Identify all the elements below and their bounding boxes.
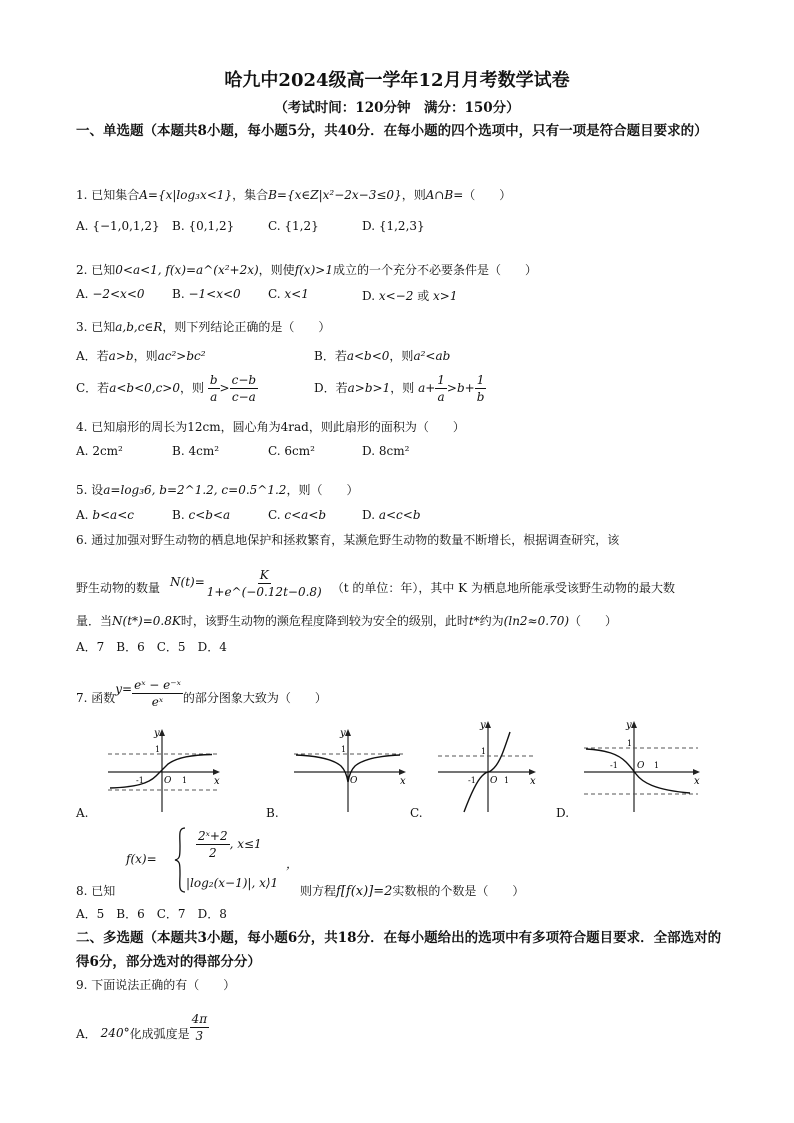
q2-option-c	[268, 287, 309, 301]
option-value: 2cm²	[92, 444, 123, 458]
x-label: x	[214, 776, 220, 787]
denominator: 2	[208, 846, 217, 860]
denominator: 3	[195, 1029, 204, 1043]
q6-text-e: 约为	[479, 614, 504, 628]
q2-option-a	[76, 287, 145, 301]
option-label: A.	[76, 219, 89, 233]
option-value: c<a<b	[284, 508, 327, 522]
curve	[110, 755, 212, 789]
q6-options: A．7 B．6 C．5 D．4	[76, 640, 227, 654]
q7-fraction	[132, 677, 183, 710]
denominator: eˣ	[151, 695, 164, 709]
denominator: 1+e^(−0.12t−0.8)	[206, 585, 322, 599]
option-value: −1<x<0	[188, 287, 241, 301]
question-2	[76, 261, 537, 278]
denominator: a	[210, 390, 218, 404]
q3-c-fraction-2	[230, 372, 258, 405]
q3-stem-a: 3. 已知	[76, 320, 116, 334]
x-label: x	[400, 776, 406, 787]
q8-case-1	[196, 828, 262, 861]
option-value: x<1	[284, 287, 309, 301]
tick-1-x: 1	[182, 776, 188, 785]
denominator: c−a	[231, 390, 256, 404]
q8-options: A．5 B．6 C．7 D．8	[76, 907, 227, 921]
option-label: C.	[268, 508, 281, 522]
page-subtitle: （考试时间：120分钟 满分：150分）	[274, 100, 520, 116]
q3-option-c	[76, 372, 258, 405]
y-label: y	[154, 728, 160, 739]
option-label: D.	[362, 508, 376, 522]
q3-d-a: a+	[418, 381, 436, 395]
numerator: 4π	[191, 1012, 208, 1026]
q3-d-gt-b: >b+	[446, 381, 475, 395]
option-label: B.	[172, 219, 185, 233]
y-arrow	[485, 721, 491, 728]
q2-condition: 0<a<1, f(x)=a^(x²+2x)	[115, 263, 259, 277]
option-value: 8cm²	[378, 444, 410, 458]
q8-case1-cond: , x≤1	[229, 837, 262, 851]
q9-a-degree: 240°	[100, 1026, 130, 1040]
q5-stem-a: 5. 设	[76, 483, 104, 497]
q6-text-c: 量．当	[76, 614, 113, 628]
q6-text-a: 野生动物的数量	[76, 581, 161, 595]
y-arrow	[159, 729, 165, 736]
option-label: C．若	[76, 381, 110, 395]
q2-stem-a: 2. 已知	[76, 263, 116, 277]
question-7	[76, 668, 327, 710]
q1-option-d	[362, 219, 425, 233]
option-value: {1,2,3}	[378, 219, 425, 233]
tick-1: 1	[627, 739, 633, 748]
q3-stem-b: ，则下列结论正确的是（ ）	[162, 320, 331, 334]
q3-vars: a,b,c∈R	[115, 320, 163, 334]
question-6-line-1: 6. 通过加强对野生动物的栖息地保护和拯救繁育，某濒危野生动物的数量不断增长，根据调查研究，该	[76, 533, 620, 547]
q1-paren: （ ）	[463, 188, 512, 202]
q3-option-b	[314, 347, 450, 364]
option-value: 4cm²	[188, 444, 220, 458]
option-label: D.	[362, 219, 376, 233]
option-label: A.	[76, 508, 89, 522]
option-label: C.	[268, 287, 281, 301]
question-9: 9. 下面说法正确的有（ ）	[76, 978, 236, 992]
graph-b-label: B.	[266, 806, 279, 820]
graph-a	[100, 726, 226, 816]
option-label: B.	[172, 444, 185, 458]
tick-1: 1	[341, 745, 347, 754]
numerator: b	[209, 373, 218, 387]
q1-option-a	[76, 219, 160, 233]
question-8: 8. 已知	[76, 884, 116, 898]
option-label: B.	[172, 287, 185, 301]
q8-case-2: |log₂(x−1)|, x⟩1	[186, 876, 279, 890]
q4-option-b	[172, 444, 219, 458]
x-arrow	[213, 769, 220, 775]
option-label: B．若	[314, 349, 347, 363]
option-or: 或	[417, 289, 430, 303]
y-label: y	[340, 728, 346, 739]
denominator: a	[437, 390, 445, 404]
origin-label: O	[164, 776, 172, 786]
tick-neg-1: -1	[468, 776, 476, 785]
q3-c-gt: >	[219, 381, 230, 395]
q2-option-b	[172, 287, 241, 301]
q3-option-d	[314, 372, 486, 405]
numerator: 1	[476, 373, 485, 387]
origin-label: O	[637, 761, 645, 771]
graph-a-label: A.	[76, 806, 89, 820]
q9-a-text: 化成弧度是	[129, 1027, 190, 1041]
x-label: x	[694, 776, 700, 787]
q4-option-d	[362, 444, 409, 458]
option-label: D.	[362, 289, 376, 303]
q2-inequality: f(x)>1	[294, 263, 333, 277]
q3-d-fraction-2	[475, 372, 487, 405]
q2-option-d	[362, 287, 458, 304]
q2-stem-b: ，则使	[258, 263, 295, 277]
option-value: −2<x<0	[92, 287, 145, 301]
page-title: 哈九中2024级高一学年12月月考数学试卷	[224, 70, 570, 91]
q1-expr: A∩B=	[425, 188, 464, 202]
graph-d-label: D.	[556, 806, 570, 820]
curve	[586, 749, 690, 793]
option-value: {−1,0,1,2}	[92, 219, 160, 233]
option-label: A.	[76, 287, 89, 301]
q5-option-c	[268, 508, 326, 522]
q5-stem-b: ，则（ ）	[286, 483, 359, 497]
q3-a-mid: ，则	[133, 349, 158, 363]
q5-option-d	[362, 508, 421, 522]
q4-option-c	[268, 444, 315, 458]
question-1	[76, 186, 511, 203]
graph-d	[580, 716, 706, 816]
graph-c	[434, 716, 542, 816]
q8-fx: f(x)=	[126, 852, 157, 866]
q5-option-b	[172, 508, 230, 522]
q6-tstar: t*	[468, 614, 480, 628]
option-value: a<c<b	[378, 508, 421, 522]
tick-1-x: 1	[654, 761, 660, 770]
q8-comma: ，	[286, 857, 299, 871]
q6-paren: （ ）	[569, 614, 618, 628]
q1-option-b	[172, 219, 234, 233]
x-arrow	[399, 769, 406, 775]
x-arrow	[529, 769, 536, 775]
q3-b-mid: ，则	[389, 349, 414, 363]
option-label: B.	[172, 508, 185, 522]
q4-option-a	[76, 444, 123, 458]
q3-d-cond: a>b>1	[347, 381, 391, 395]
q9-option-a	[76, 998, 209, 1044]
option-label: C.	[268, 444, 281, 458]
tick-1-x: 1	[504, 776, 510, 785]
origin-label: O	[350, 776, 358, 786]
option-value: 6cm²	[284, 444, 315, 458]
question-4: 4. 已知扇形的周长为12cm，圆心角为4rad，则此扇形的面积为（ ）	[76, 420, 465, 434]
y-arrow	[631, 721, 637, 728]
option-label: D.	[362, 444, 376, 458]
question-5	[76, 481, 358, 498]
q1-stem-c: ，则	[401, 188, 426, 202]
q1-set-b: B={x∈Z|x²−2x−3≤0}	[268, 188, 402, 202]
x-label: x	[530, 776, 536, 787]
option-label: D．若	[314, 381, 348, 395]
q6-fraction	[205, 567, 324, 600]
question-6-line-3	[76, 612, 617, 629]
q9-a-fraction	[190, 1011, 210, 1044]
graph-b	[286, 726, 412, 816]
q1-option-c	[268, 219, 319, 233]
numerator: c−b	[231, 373, 257, 387]
q1-stem-a: 1. 已知集合	[76, 188, 140, 202]
q6-ln2: (ln2≈0.70)	[503, 614, 570, 628]
q1-set-a: A={x|log₃x<1}	[139, 188, 233, 202]
x-arrow	[693, 769, 700, 775]
q6-text-d: 时，该野生动物的濒危程度降到较为安全的级别，此时	[180, 614, 469, 628]
y-label: y	[480, 720, 486, 731]
option-value: c<b<a	[188, 508, 231, 522]
tick-neg-1: -1	[136, 776, 144, 785]
q3-c-mid: ，则	[180, 381, 205, 395]
section-2-heading: 二、多选题（本题共3小题，每小题6分，共18分．在每小题给出的选项中有多项符合题目要求．全部选对的得6分，部分选对的得部分分）	[76, 930, 722, 970]
option-value: {0,1,2}	[188, 219, 235, 233]
q6-text-b: （t 的单位：年），其中 K 为栖息地所能承受该野生动物的最大数	[331, 581, 675, 595]
numerator: eˣ − e⁻ˣ	[134, 678, 181, 692]
q8-equation: f[f(x)]=2	[336, 884, 393, 899]
option-label: A.	[76, 444, 89, 458]
option-value: {1,2}	[284, 219, 319, 233]
q5-expr: a=log₃6, b=2^1.2, c=0.5^1.2	[103, 483, 287, 497]
option-label: A．	[76, 1027, 97, 1041]
question-6-line-2	[76, 560, 675, 600]
denominator: b	[476, 390, 485, 404]
option-label: C.	[268, 219, 281, 233]
option-label: A．若	[76, 349, 109, 363]
q5-option-a	[76, 508, 134, 522]
tick-1: 1	[155, 745, 161, 754]
q3-option-a	[76, 347, 206, 364]
q3-b-result: a²<ab	[413, 349, 451, 363]
graph-c-label: C.	[410, 806, 423, 820]
q3-c-fraction-1	[208, 372, 220, 405]
q6-nt: N(t)=	[170, 575, 205, 589]
y-arrow	[345, 729, 351, 736]
q7-stem-b: 的部分图象大致为（ ）	[182, 691, 327, 705]
q8-stem-rest	[300, 882, 524, 899]
q3-d-mid: ，则	[390, 381, 415, 395]
question-3	[76, 318, 330, 335]
tick-neg-1: -1	[610, 761, 618, 770]
numerator: K	[259, 568, 269, 582]
q8-case1-fraction	[196, 828, 230, 861]
numerator: 2ˣ+2	[198, 829, 228, 843]
q3-b-cond: a<b<0	[346, 349, 390, 363]
numerator: 1	[437, 373, 445, 387]
option-value-2: x>1	[433, 289, 458, 303]
option-value: b<a<c	[92, 508, 134, 522]
q7-stem-a: 7. 函数	[76, 691, 116, 705]
q8-stem-b: 则方程	[300, 884, 337, 898]
q3-a-cond: a>b	[108, 349, 134, 363]
q8-stem-c: 实数根的个数是（ ）	[392, 884, 525, 898]
q7-y: y=	[115, 682, 133, 696]
origin-label: O	[490, 776, 498, 786]
option-value: x<−2	[378, 289, 414, 303]
y-label: y	[626, 720, 632, 731]
q3-a-result: ac²>bc²	[157, 349, 206, 363]
q6-condition: N(t*)=0.8K	[112, 614, 181, 628]
q1-stem-b: ，集合	[232, 188, 269, 202]
q2-stem-c: 成立的一个充分不必要条件是（ ）	[332, 263, 537, 277]
q3-d-fraction-1	[435, 372, 447, 405]
section-1-heading: 一、单选题（本题共8小题，每小题5分，共40分．在每小题的四个选项中，只有一项是符合题目要求的）	[76, 123, 708, 139]
curve-left	[296, 755, 348, 782]
q3-c-cond: a<b<0,c>0	[109, 381, 180, 395]
tick-1: 1	[481, 747, 487, 756]
